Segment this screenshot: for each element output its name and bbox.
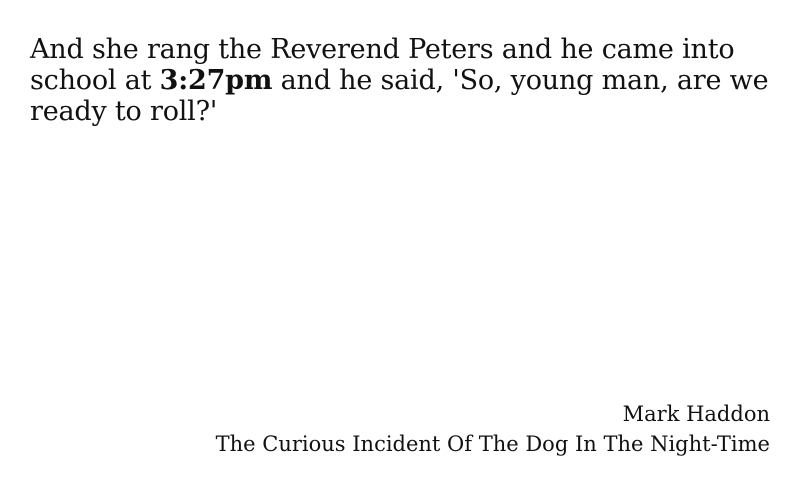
quote-text-after: and he said, 'So, young man, are we ready to roll?'	[30, 65, 769, 127]
quote-text	[30, 34, 770, 127]
quote-text-before: And she rang the Reverend Peters and he came into school at	[30, 34, 735, 96]
author-name: Mark Haddon	[622, 402, 770, 426]
attribution	[216, 399, 770, 459]
quote-time: 3:27pm	[159, 65, 273, 96]
book-title: The Curious Incident Of The Dog In The Night-Time	[215, 432, 770, 456]
